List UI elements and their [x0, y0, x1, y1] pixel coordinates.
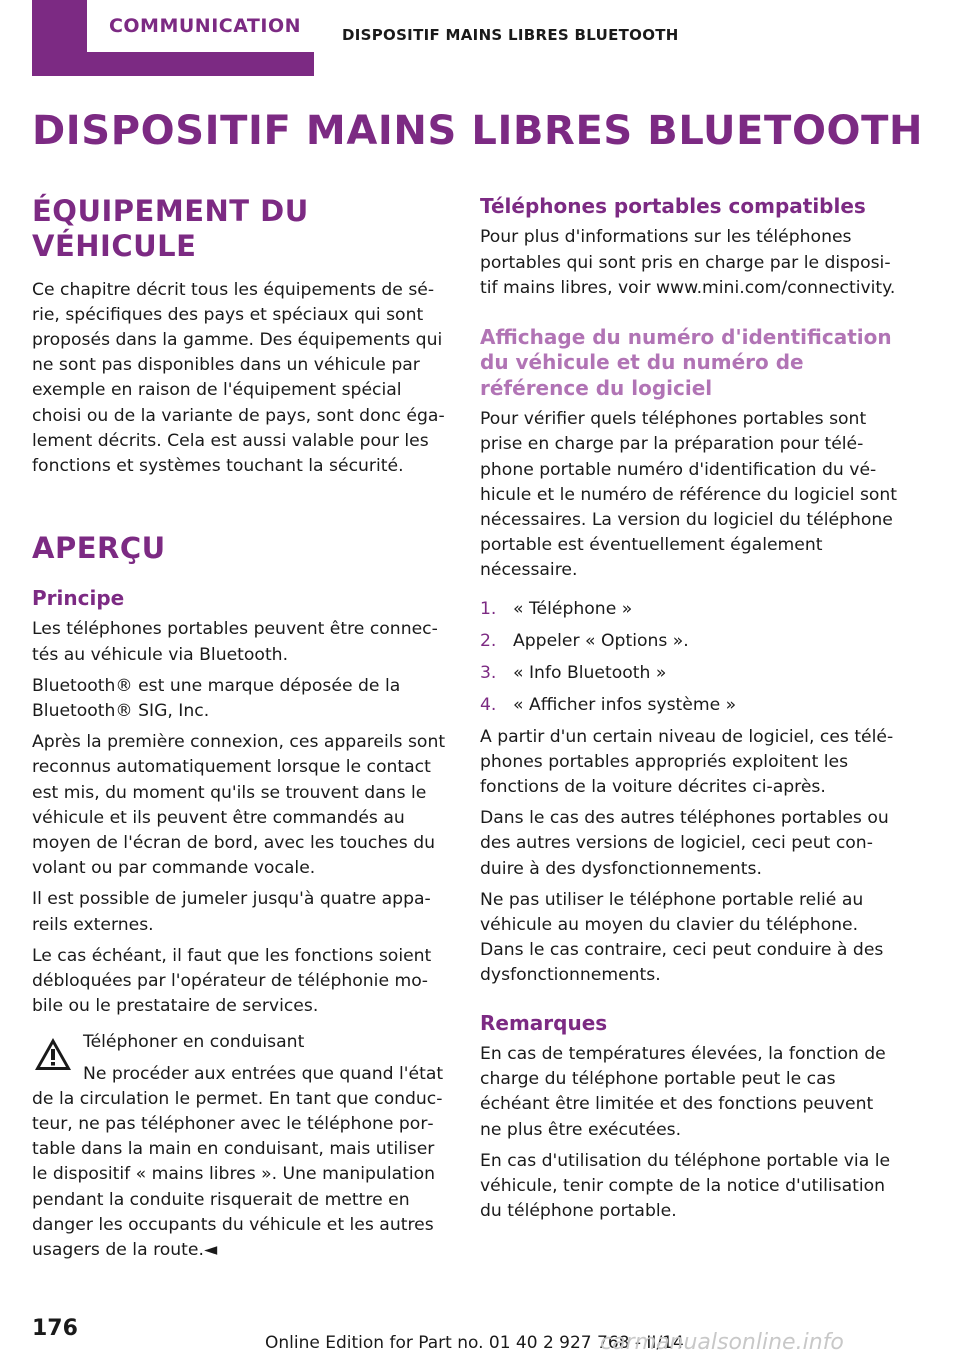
paragraph: Bluetooth® est une marque déposée de la Bluetooth® SIG, Inc. [32, 675, 401, 722]
paragraph: Après la première connexion, ces appareils sont reconnus automatiquement lorsque le contact est mis, du moment qu'ils se trouvent dans le véhicule et ils peuvent être commandés au moyen de l'écran de bord, avec les touches du volant ou par commande vocale. [32, 732, 446, 879]
ident-heading: Affichage du numéro d'identification du véhicule et du numéro de référence du logiciel [480, 325, 892, 400]
step-text: « Afficher infos système » [513, 694, 737, 715]
principe-heading: Principe [32, 586, 125, 611]
paragraph: Ne pas utiliser le téléphone portable relié au véhicule au moyen du clavier du téléphone. Dans le cas contraire, ceci peut conduire à des dysfonctionnements. [480, 889, 884, 986]
list-item [480, 629, 898, 654]
chapter-tab-label: COMMUNICATION [87, 0, 323, 52]
right-column [480, 194, 898, 1224]
page-title: DISPOSITIF MAINS LIBRES BLUETOOTH [32, 108, 924, 154]
compat-text: Pour plus d'informations sur les téléphones portables qui sont pris en charge par le dispositif mains libres, voir www.mini.com/connectivity. [480, 227, 896, 298]
list-item [480, 661, 898, 686]
warning-icon [32, 1034, 74, 1076]
watermark: carmanualsonline.info [600, 1330, 844, 1355]
paragraph: Il est possible de jumeler jusqu'à quatre appareils externes. [32, 889, 431, 935]
paragraph: Le cas échéant, il faut que les fonctions soient débloquées par l'opérateur de téléphonie mobile ou le prestataire de services. [32, 945, 432, 1017]
paragraph: A partir d'un certain niveau de logiciel, ces téléphones portables appropriés exploitent les fonctions de la voiture décrites ci-après. [480, 726, 894, 797]
apercu-heading: APERÇU [32, 531, 166, 566]
warning-title: Téléphoner en conduisant [83, 1032, 305, 1053]
ident-text: Pour vérifier quels téléphones portables sont prise en charge par la préparation pour téléphone portable numéro d'identification du véhicule et le numéro de référence du logiciel sont nécessaires. La version du logiciel du téléphone portable est éventuellement également nécessaire. [480, 409, 898, 581]
step-text: Appeler « Options ». [513, 630, 689, 651]
steps-list [480, 597, 898, 718]
warning-block [32, 1030, 450, 1263]
list-item [480, 693, 898, 718]
list-item [480, 597, 898, 622]
remarques-heading: Remarques [480, 1010, 608, 1035]
step-number: 4. [480, 694, 497, 715]
paragraph: Les téléphones portables peuvent être connectés au véhicule via Bluetooth. [32, 619, 438, 665]
equipment-heading: ÉQUIPEMENT DU VÉHICULE [32, 194, 309, 263]
equipment-text: Ce chapitre décrit tous les équipements de série, spécifiques des pays et spéciaux qui sont proposés dans la gamme. Des équipements qui ne sont pas disponibles dans un véhicule par exemple en raison de l'équipement spécial choisi ou de la variante de pays, sont donc également décrits. Cela est aussi valable pour les fonctions et systèmes touchant la sécurité. [32, 279, 445, 477]
paragraph: En cas de températures élevées, la fonction de charge du téléphone portable peut le cas échéant être limitée et des fonctions peuvent ne plus être exécutées. [480, 1044, 886, 1140]
step-text: « Info Bluetooth » [513, 662, 667, 683]
paragraph: En cas d'utilisation du téléphone portable via le véhicule, tenir compte de la notice d'utilisation du téléphone portable. [480, 1150, 891, 1222]
compat-heading: Téléphones portables compatibles [480, 194, 866, 218]
edition-note: Online Edition for Part no. 01 40 2 927 768 - II/14 [265, 1333, 684, 1353]
step-number: 3. [480, 662, 497, 683]
page-number: 176 [32, 1316, 78, 1341]
step-number: 1. [480, 598, 497, 619]
running-title: DISPOSITIF MAINS LIBRES BLUETOOTH [342, 26, 679, 44]
chapter-tab [32, 0, 314, 76]
left-column [32, 194, 450, 1263]
step-text: « Téléphone » [513, 598, 633, 619]
paragraph: Dans le cas des autres téléphones portables ou des autres versions de logiciel, ceci peut conduire à des dysfonctionnements. [480, 808, 889, 879]
warning-text: Ne procéder aux entrées que quand l'état de la circulation le permet. En tant que conducteur, ne pas téléphoner avec le téléphone portable dans la main en conduisant, mais utiliser le dispositif « mains libres ». Une manipulation pendant la conduite risquerait de mettre en danger les occupants du véhicule et les autres usagers de la route.◄ [32, 1063, 444, 1261]
step-number: 2. [480, 630, 497, 651]
